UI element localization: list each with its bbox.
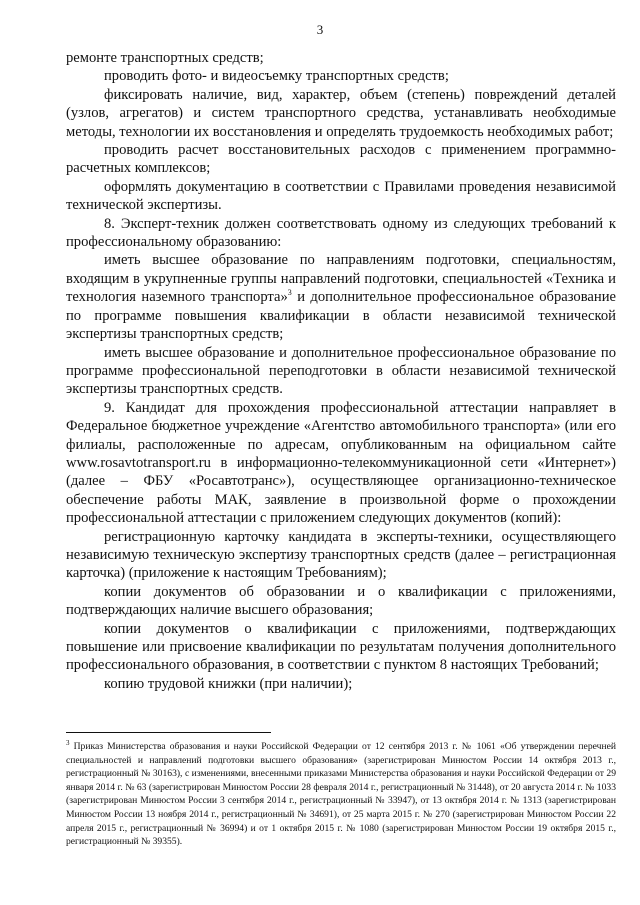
paragraph: копию трудовой книжки (при наличии);	[104, 675, 353, 692]
paragraph: проводить фото- и видеосъемку транспортных средств;	[104, 68, 449, 85]
paragraph: проводить расчет восстановительных расходов с применением программно-расчетных комплексов;	[66, 142, 616, 177]
footnote-reference: 3	[287, 288, 292, 298]
paragraph-item-9: 9. Кандидат для прохождения профессиональной аттестации направляет в Федеральное бюджетное учреждение «Агентство автомобильного транспорта» (или его филиалы, расположенные по адресам, опубликованным на официальном сайте www.rosavtotransport.ru в информационно-телекоммуникационной сети «Интернет») (далее – ФБУ «Росавтотранс»), осуществляющее организационно-техническое обеспечение работы МАК, заявление в произвольной форме о прохождении профессиональной аттестации с приложением следующих документов (копий):	[66, 399, 616, 527]
paragraph: ремонте транспортных средств;	[66, 50, 264, 66]
paragraph-part: и дополнительное профессиональное образование по программе повышения квалификации в области независимой технической экспертизы транспортных средств;	[66, 289, 616, 343]
footnote-marker: 3	[66, 738, 70, 747]
paragraph-part: иметь высшее образование по направлениям подготовки, специальностям, входящим в укрупненные группы направлений подготовки, специальностей «Техника и технология наземного транспорта»	[66, 252, 616, 306]
body-text	[66, 49, 616, 693]
paragraph: регистрационную карточку кандидата в эксперты-техники, осуществляющего независимую техническую экспертизу транспортных средств (далее – регистрационная карточка) (приложение к настоящим Требованиям);	[66, 528, 616, 582]
paragraph-with-footnote-ref	[66, 251, 616, 343]
paragraph: иметь высшее образование и дополнительное профессиональное образование по программе профессиональной переподготовки в области независимой технической экспертизы транспортных средств.	[66, 344, 616, 398]
paragraph: фиксировать наличие, вид, характер, объем (степень) повреждений деталей (узлов, агрегатов) и систем транспортного средства, устанавливать необходимые методы, технологии их восстановления и определять трудоемкость необходимых работ;	[66, 86, 616, 140]
paragraph: оформлять документацию в соответствии с Правилами проведения независимой технической экспертизы.	[66, 178, 616, 214]
footnote	[66, 740, 616, 849]
paragraph-item-8: 8. Эксперт-техник должен соответствовать одному из следующих требований к профессиональному образованию:	[66, 215, 616, 251]
page-number: 3	[316, 22, 324, 37]
footnote-divider	[66, 732, 271, 733]
paragraph: копии документов об образовании и о квалификации с приложениями, подтверждающих наличие высшего образования;	[66, 583, 616, 619]
footnote-text: Приказ Министерства образования и науки Российской Федерации от 12 сентября 2013 г. № 1061 «Об утверждении перечней специальностей и направлений подготовки высшего образования» (зарегистрирован Минюстом России 14 октября 2013 г., регистрационный № 30163), с изменениями, внесенными приказами Министерства образования и науки Российской Федерации от 29 января 2014 г. № 63 (зарегистрирован Минюстом России 28 февраля 2014 г., регистрационный № 31448), от 20 августа 2014 г. № 1033 (зарегистрирован Минюстом России 3 сентября 2014 г., регистрационный № 33947), от 13 октября 2014 г. № 1313 (зарегистрирован Минюстом России 13 ноября 2014 г., регистрационный № 34691), от 25 марта 2015 г. № 270 (зарегистрирован Минюстом России 22 апреля 2015 г., регистрационный № 36994) и от 1 октября 2015 г. № 1080 (зарегистрирован Минюстом России 19 октября 2015 г., регистрационный № 39355).	[66, 741, 616, 848]
paragraph: копии документов о квалификации с приложениями, подтверждающих повышение или присвоение квалификации по результатам получения дополнительного профессионального образования, в соответствии с пунктом 8 настоящих Требований;	[66, 620, 616, 674]
